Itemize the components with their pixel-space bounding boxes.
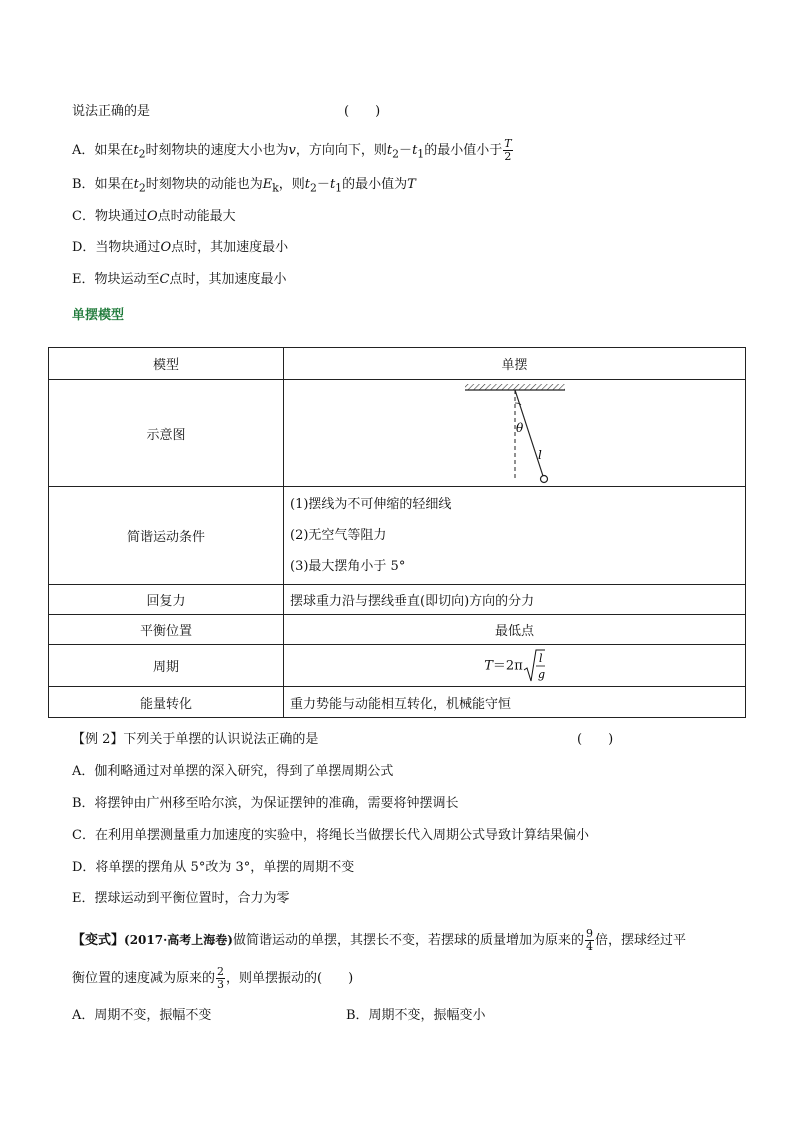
question-stem: 下列关于单摆的认识说法正确的是 — [123, 732, 319, 747]
row-label-restoring-force: 回复力 — [49, 585, 284, 615]
option-text: 如果在 — [94, 143, 134, 158]
row-label-diagram: 示意图 — [49, 380, 284, 487]
sqrt-symbol — [523, 648, 545, 684]
condition-1: (1)摆线为不可伸缩的轻细线 — [290, 497, 452, 512]
var-t: t — [133, 143, 139, 158]
q1-option-d — [72, 238, 288, 258]
question-label: 【例 2】 — [72, 732, 124, 747]
q2-option-e: E．摆球运动到平衡位置时，合力为零 — [72, 891, 290, 906]
subscript: 2 — [138, 147, 146, 161]
condition-3: (3)最大摆角小于 5° — [290, 559, 406, 574]
option-text: 点时动能最大 — [157, 209, 236, 224]
row-label-energy: 能量转化 — [49, 687, 284, 718]
option-text: ，方向向下，则 — [295, 143, 387, 158]
option-text: 点时，其加速度最小 — [171, 240, 289, 255]
subscript: k — [272, 181, 279, 195]
var-O: O — [146, 209, 158, 224]
variant-label: 【变式】 — [72, 933, 125, 948]
subscript: 1 — [417, 147, 425, 161]
q1-answer-paren: ( ) — [344, 104, 381, 119]
q1-option-e — [72, 270, 286, 290]
option-label: B． — [72, 177, 95, 192]
q2-stem — [72, 730, 318, 750]
section-title: 单摆模型 — [72, 308, 125, 323]
option-text: 的最小值为 — [342, 177, 408, 192]
option-text: ，则 — [278, 177, 305, 192]
q2-answer-paren: ( ) — [577, 732, 614, 747]
q3-option-b: B．周期不变，振幅变小 — [346, 1008, 486, 1023]
sqrt-l-over-g — [523, 648, 545, 684]
fraction-numerator: 2 — [217, 965, 225, 978]
q2-option-b: B．将摆钟由广州移至哈尔滨，为保证摆钟的准确，需要将钟摆调长 — [72, 796, 459, 811]
table-row — [49, 645, 746, 687]
option-text: 时刻物块的动能也为 — [145, 177, 263, 192]
question-text: 倍，摆球经过平 — [594, 933, 686, 948]
minus-sign: － — [316, 177, 330, 192]
q3-line-1 — [72, 927, 686, 954]
q2-option-d: D．将单摆的摆角从 5°改为 3°，单摆的周期不变 — [72, 860, 355, 875]
fraction-denominator: 4 — [585, 940, 593, 953]
table-row — [49, 687, 746, 718]
header-model: 模型 — [49, 348, 284, 380]
row-label-period: 周期 — [49, 645, 284, 687]
question-text: 做简谐运动的单摆，其摆长不变，若摆球的质量增加为原来的 — [232, 933, 584, 948]
pendulum-diagram — [284, 381, 758, 486]
var-t: t — [304, 177, 311, 192]
var-T: T — [484, 658, 493, 673]
q3-option-a: A．周期不变，振幅不变 — [72, 1008, 212, 1023]
var-O: O — [160, 240, 172, 255]
header-pendulum: 单摆 — [284, 348, 746, 380]
sqrt-denominator: g — [537, 667, 545, 681]
option-text: D．当物块通过 — [72, 240, 161, 255]
table-row — [49, 487, 746, 585]
ceiling-hatch — [465, 384, 565, 390]
q2-option-c: C．在利用单摆测量重力加速度的实验中，将绳长当做摆长代入周期公式导致计算结果偏小 — [72, 828, 589, 843]
table-row — [49, 615, 746, 645]
row-label-conditions: 简谐运动条件 — [49, 487, 284, 585]
q3-line-2 — [72, 966, 353, 992]
pendulum-model-table — [48, 347, 746, 718]
table-row — [49, 585, 746, 615]
fraction-T-over-2 — [503, 138, 512, 163]
q2-option-a: A．伽利略通过对单摆的深入研究，得到了单摆周期公式 — [72, 764, 394, 779]
subscript: 2 — [310, 181, 317, 195]
q1-option-a — [72, 138, 514, 165]
formula-text: ＝2π — [492, 658, 523, 673]
fraction-2-over-3 — [216, 966, 225, 991]
subscript: 2 — [138, 181, 146, 195]
option-text: 的最小值小于 — [424, 143, 503, 158]
var-t: t — [412, 143, 418, 158]
energy-cell: 重力势能与动能相互转化，机械能守恒 — [284, 687, 746, 718]
option-text: 时刻物块的速度大小也为 — [145, 143, 289, 158]
var-t: t — [133, 177, 139, 192]
variant-source: (2017·高考上海卷) — [124, 933, 233, 947]
var-C: C — [159, 272, 170, 287]
fraction-denominator: 3 — [217, 978, 225, 991]
period-formula-cell — [284, 645, 746, 687]
q1-option-b — [72, 175, 416, 199]
length-label: l — [538, 447, 542, 462]
conditions-cell — [284, 487, 746, 585]
pendulum-bob — [541, 475, 548, 482]
option-text: E．物块运动至 — [72, 272, 160, 287]
restoring-force-cell: 摆球重力沿与摆线垂直(即切向)方向的分力 — [284, 585, 746, 615]
var-t: t — [386, 143, 393, 158]
subscript: 2 — [392, 147, 400, 161]
question-text: ，则单摆振动的( ) — [226, 971, 354, 986]
q1-stem-text: 说法正确的是 — [72, 104, 151, 119]
option-text: C．物块通过 — [72, 209, 147, 224]
row-label-equilibrium: 平衡位置 — [49, 615, 284, 645]
var-T: T — [407, 177, 416, 192]
fraction-numerator: 9 — [585, 927, 593, 940]
option-label: A． — [72, 143, 95, 158]
table-row — [49, 348, 746, 380]
option-text: 点时，其加速度最小 — [169, 272, 287, 287]
theta-label: θ — [516, 420, 524, 435]
question-text: 衡位置的速度减为原来的 — [72, 971, 216, 986]
table-row — [49, 380, 746, 487]
var-v: v — [288, 143, 296, 158]
diagram-cell — [284, 380, 746, 487]
fraction-numerator: T — [504, 137, 512, 150]
q1-option-c — [72, 207, 236, 227]
var-E: E — [262, 177, 273, 192]
q1-stem — [72, 102, 150, 122]
var-t: t — [329, 177, 336, 192]
sqrt-numerator: l — [538, 651, 543, 665]
condition-2: (2)无空气等阻力 — [290, 528, 387, 543]
subscript: 1 — [335, 181, 343, 195]
minus-sign: － — [399, 143, 413, 158]
equilibrium-cell: 最低点 — [284, 615, 746, 645]
option-text: 如果在 — [94, 177, 134, 192]
fraction-9-over-4 — [585, 928, 594, 953]
fraction-denominator: 2 — [504, 150, 512, 163]
